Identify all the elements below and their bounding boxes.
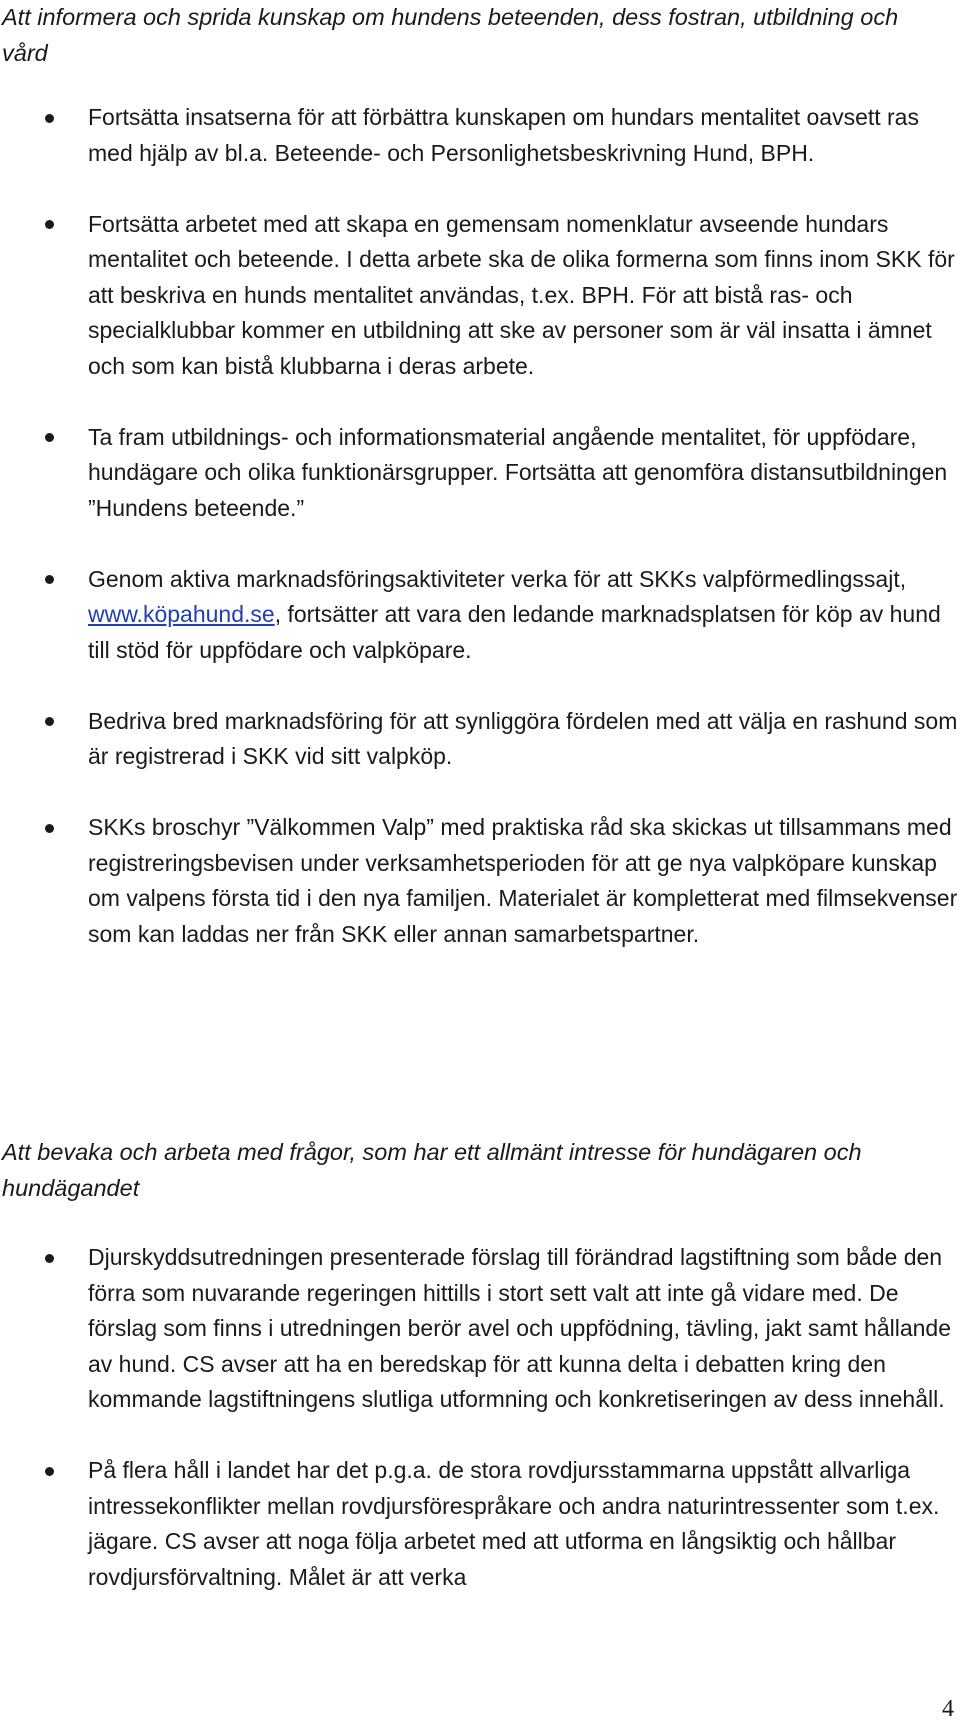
list-item bbox=[0, 100, 960, 171]
bullet-icon bbox=[45, 1467, 54, 1476]
list-item bbox=[0, 704, 960, 775]
bullet-icon bbox=[45, 433, 54, 442]
list-item-text bbox=[88, 566, 941, 663]
list-item bbox=[0, 420, 960, 527]
list-item-text: Bedriva bred marknadsföring för att synliggöra fördelen med att välja en rashund som är registrerad i SKK vid sitt valpköp. bbox=[88, 707, 958, 769]
list-item bbox=[0, 1453, 960, 1595]
list-item-text-before-link: Genom aktiva marknadsföringsaktiviteter verka för att SKKs valpförmedlingssajt, bbox=[88, 565, 907, 592]
page-number: 4 bbox=[942, 1696, 954, 1722]
bullet-icon bbox=[45, 1254, 54, 1263]
list-item-text: Djurskyddsutredningen presenterade förslag till förändrad lagstiftning som både den förra som nuvarande regeringen hittills i stort sett valt att inte gå vidare med. De förslag som finns i utredningen berör avel och uppfödning, tävling, jakt samt hållande av hund. CS avser att ha en beredskap för att kunna delta i debatten kring den kommande lagstiftningens slutliga utformning och konkretiseringen av dess innehåll. bbox=[88, 1244, 952, 1412]
bullet-icon bbox=[45, 220, 54, 229]
list-item-text-after-link: , fortsätter att vara den ledande marknadsplatsen för köp av hund till stöd för uppfödare och valpköpare. bbox=[88, 601, 941, 663]
bullet-icon bbox=[45, 575, 54, 584]
bullet-list-inform bbox=[0, 100, 960, 952]
kopahund-link[interactable]: www.köpahund.se bbox=[88, 601, 275, 627]
section-heading-inform: Att informera och sprida kunskap om hundens beteenden, dess fostran, utbildning och vård bbox=[2, 4, 899, 66]
list-item bbox=[0, 1240, 960, 1418]
list-item-text: SKKs broschyr ”Välkommen Valp” med praktiska råd ska skickas ut tillsammans med registreringsbevisen under verksamhetsperioden för att ge nya valpköpare kunskap om valpens första tid i den nya familjen. Materialet är kompletterat med filmsekvenser som kan laddas ner från SKK eller annan samarbetspartner. bbox=[88, 814, 958, 947]
bullet-list-monitor bbox=[0, 1240, 960, 1595]
list-item-text: Ta fram utbildnings- och informationsmaterial angående mentalitet, för uppfödare, hundägare och olika funktionärsgrupper. Fortsätta att genomföra distansutbildningen ”Hundens beteende.” bbox=[88, 423, 948, 521]
section-heading-monitor: Att bevaka och arbeta med frågor, som har ett allmänt intresse för hundägaren och hundägandet bbox=[2, 1139, 862, 1201]
list-item bbox=[0, 207, 960, 385]
list-item bbox=[0, 562, 960, 669]
bullet-icon bbox=[45, 717, 54, 726]
bullet-icon bbox=[45, 824, 54, 833]
list-item bbox=[0, 810, 960, 952]
list-item-text: Fortsätta insatserna för att förbättra kunskapen om hundars mentalitet oavsett ras med hjälp av bl.a. Beteende- och Personlighetsbeskrivning Hund, BPH. bbox=[88, 104, 919, 166]
list-item-text: På flera håll i landet har det p.g.a. de stora rovdjursstammarna uppstått allvarliga intressekonflikter mellan rovdjursförespråkare och andra naturintressenter som t.ex. jägare. CS avser att noga följa arbetet med att utforma en långsiktig och hållbar rovdjursförvaltning. Målet är att verka bbox=[88, 1457, 940, 1590]
list-item-text: Fortsätta arbetet med att skapa en gemensam nomenklatur avseende hundars mentalitet och beteende. I detta arbete ska de olika formerna som finns inom SKK för att beskriva en hunds mentalitet användas, t.ex. BPH. För att bistå ras- och specialklubbar kommer en utbildning att ske av personer som är väl insatta i ämnet och som kan bistå klubbarna i deras arbete. bbox=[88, 210, 955, 379]
bullet-icon bbox=[45, 114, 54, 123]
